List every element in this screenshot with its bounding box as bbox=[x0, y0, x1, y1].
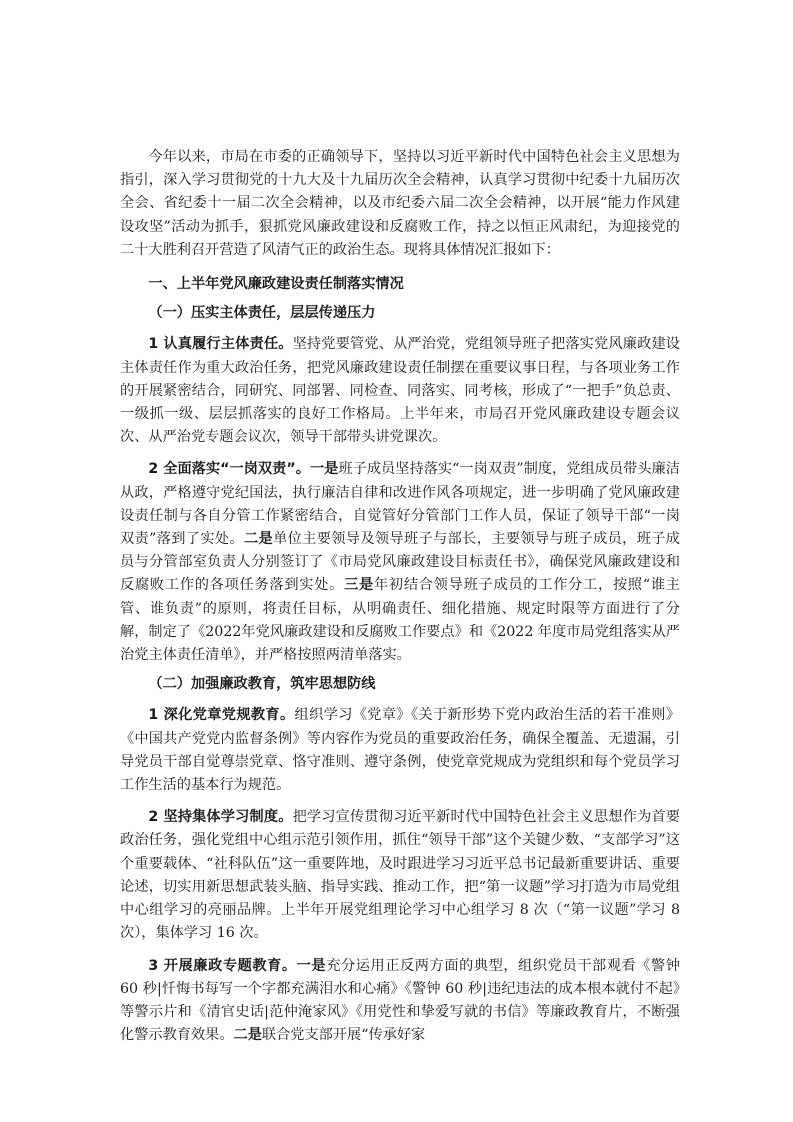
paragraph-1-2 bbox=[120, 458, 680, 667]
paragraph-text: 充分运用正反两方面的典型，组织党员干部观看《警钟 60 秒|忏悔书每写一个字都充满泪水和心痛》《警钟 60 秒|违纪违法的成本根本就付不起》等警示片和《清官史话|范仲淹家风》《用党性和挚爱写就的书信》等廉政教育片，不断强化警示教育效果。 bbox=[120, 957, 680, 1044]
paragraph-1-1 bbox=[120, 333, 680, 449]
point-marker: 三是 bbox=[344, 577, 374, 594]
subsection-heading: （一）压实主体责任，层层传递压力 bbox=[148, 305, 376, 322]
paragraph-text: 组织学习《党章》《关于新形势下党内政治生活的若干准则》《中国共产党党内监督条例》等内容作为党员的重要政治任务，确保全覆盖、无遗漏，引导党员干部自觉尊崇党章、恪守准则、遵守条例，使党章党规成为党组织和每个党员学习工作生活的基本行为规范。 bbox=[120, 707, 681, 794]
paragraph-lead: 2 全面落实“一岗双责”。 bbox=[148, 461, 310, 478]
paragraph-text: 班子成员坚持落实“一岗双责”制度，党组成员带头廉洁从政，严格遵守党纪国法，执行廉洁自律和改进作风各项规定，进一步明确了党风廉政建设责任制与各自分管工作紧密结合，自觉管好分管部门工作人员，保证了领导干部“一岗双责”落到了实处。 bbox=[120, 461, 680, 548]
paragraph-lead: 3 开展廉政专题教育。 bbox=[148, 957, 297, 974]
paragraph-text: 年初结合领导班子成员的工作分工，按照“谁主管、谁负责”的原则，将责任目标，从明确责任、细化措施、规定时限等方面进行了分解，制定了《2022年党风廉政建设和反腐败工作要点》和《2022 年度市局党组落实从严治党主体责任清单》，并严格按照两清单落实。 bbox=[120, 577, 680, 664]
point-marker: 一是 bbox=[296, 957, 327, 974]
point-marker: 二是 bbox=[243, 531, 274, 548]
paragraph-text: 坚持党要管党、从严治党，党组领导班子把落实党风廉政建设主体责任作为重大政治任务，把党风廉政建设责任制摆在重要议事日程，与各项业务工作的开展紧密结合，同研究、同部署、同检查、同落实、同考核，形成了“一把手”负总责、一级抓一级、层层抓落实的良好工作格局。上半年来，市局召开党风廉政建设专题会议次、从严治党专题会议次，领导干部带头讲党课次。 bbox=[120, 336, 680, 446]
point-marker: 一是 bbox=[309, 461, 339, 478]
paragraph-lead: 2 坚持集体学习制度。 bbox=[148, 809, 293, 826]
paragraph-2-3 bbox=[120, 955, 680, 1048]
intro-paragraph: 今年以来，市局在市委的正确领导下，坚持以习近平新时代中国特色社会主义思想为指引，深入学习贯彻党的十九大及十九届历次全会精神，认真学习贯彻中纪委十九届历次全会、省纪委十一届二次全会精神，以及市纪委六届二次全会精神，以开展“能力作风建设攻坚”活动为抓手，狠抓党风廉政建设和反腐败工作，持之以恒正风肃纪，为迎接党的二十大胜利召开营造了风清气正的政治生态。现将具体情况汇报如下： bbox=[120, 149, 680, 258]
paragraph-text: 单位主要领导及领导班子与部长，主要领导与班子成员，班子成员与分管部室负责人分别签订了《市局党风廉政建设目标责任书》，确保党风廉政建设和反腐败工作的各项任务落到实处。 bbox=[120, 531, 680, 594]
paragraph-2-1 bbox=[120, 704, 680, 797]
paragraph-lead: 1 认真履行主体责任。 bbox=[148, 336, 293, 353]
paragraph-text: 联合党支部开展“传承好家 bbox=[261, 1027, 426, 1044]
paragraph-text: 把学习宣传贯彻习近平新时代中国特色社会主义思想作为首要政治任务，强化党组中心组示范引领作用，抓住“领导干部”这个关键少数、“支部学习”这个重要载体、“社科队伍”这一重要阵地，及时跟进学习习近平总书记最新重要讲话、重要论述，切实用新思想武装头脑、指导实践、推动工作，把“第一议题”学习打造为市局党组中心组学习的亮丽品牌。上半年开展党组理论学习中心组学习 8 次（“第一议题”学习 8 次），集体学习 16 次。 bbox=[120, 809, 680, 942]
paragraph-lead: 1 深化党章党规教育。 bbox=[148, 707, 295, 724]
point-marker: 二是 bbox=[233, 1027, 262, 1044]
section-heading: 一、上半年党风廉政建设责任制落实情况 bbox=[148, 276, 404, 293]
paragraph-2-2 bbox=[120, 806, 680, 945]
subsection-heading: （二）加强廉政教育，筑牢思想防线 bbox=[148, 676, 376, 693]
document-body bbox=[120, 146, 680, 1047]
